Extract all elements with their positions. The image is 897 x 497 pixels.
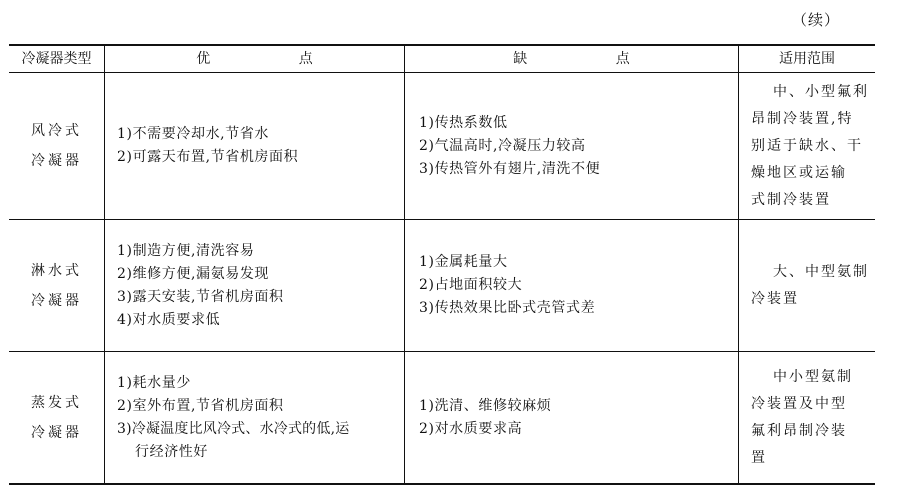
advantage-item: 2)维修方便,漏氨易发现 bbox=[117, 265, 270, 282]
advantage-item: 2)可露天布置,节省机房面积 bbox=[117, 149, 299, 165]
advantage-item: 行经济性好 bbox=[135, 443, 208, 460]
scope-line: 置 bbox=[751, 449, 767, 466]
scope-line: 冷装置及中型 bbox=[751, 395, 847, 412]
row-3-disadvantages bbox=[405, 352, 738, 483]
type-line: 淋水式 bbox=[31, 262, 82, 279]
row-2-scope bbox=[739, 220, 875, 351]
row-1-advantages bbox=[105, 73, 404, 219]
scope-line: 中、小型氟利 bbox=[773, 83, 869, 100]
header-type-label: 冷凝器类型 bbox=[21, 50, 92, 67]
row-3-type bbox=[9, 352, 104, 483]
type-line: 冷凝器 bbox=[31, 153, 82, 169]
scope-line: 大、中型氨制 bbox=[773, 263, 869, 280]
continued-mark: （续） bbox=[792, 11, 841, 29]
header-scope-label: 适用范围 bbox=[779, 50, 835, 67]
type-line: 风冷式 bbox=[31, 123, 82, 139]
advantage-item: 3)冷凝温度比风冷式、水冷式的低,运 bbox=[117, 420, 350, 437]
advantage-item: 3)露天安装,节省机房面积 bbox=[117, 288, 284, 305]
row-1-scope bbox=[739, 73, 875, 219]
header-disadvantages bbox=[405, 46, 738, 72]
type-line: 冷凝器 bbox=[31, 424, 82, 441]
row-1-type bbox=[9, 73, 104, 219]
disadvantage-item: 1)金属耗量大 bbox=[419, 254, 508, 270]
scope-line: 中小型氨制 bbox=[773, 368, 853, 385]
advantage-item: 1)制造方便,清洗容易 bbox=[117, 242, 255, 259]
type-line: 冷凝器 bbox=[31, 292, 82, 309]
row-2-type bbox=[9, 220, 104, 351]
row-1-disadvantages bbox=[405, 73, 738, 219]
header-type bbox=[9, 46, 104, 72]
advantage-item: 2)室外布置,节省机房面积 bbox=[117, 397, 284, 414]
disadvantage-item: 2)占地面积较大 bbox=[419, 277, 523, 293]
scope-line: 别适于缺水、干 bbox=[751, 137, 863, 154]
row-2-disadvantages bbox=[405, 220, 738, 351]
scope-line: 氟利昂制冷装 bbox=[751, 422, 847, 439]
scope-line: 式制冷装置 bbox=[751, 191, 831, 208]
row-2-advantages bbox=[105, 220, 404, 351]
condenser-comparison-table bbox=[9, 44, 875, 485]
header-scope bbox=[739, 46, 875, 72]
row-3-scope bbox=[739, 352, 875, 483]
disadvantage-item: 1)传热系数低 bbox=[419, 114, 508, 131]
scope-line: 燥地区或运输 bbox=[751, 164, 847, 181]
header-advantages-label: 优 点 bbox=[196, 50, 355, 67]
disadvantage-item: 2)对水质要求高 bbox=[419, 420, 523, 437]
scope-line: 冷装置 bbox=[751, 290, 799, 307]
header-disadvantages-label: 缺 点 bbox=[513, 50, 672, 67]
advantage-item: 1)不需要冷却水,节省水 bbox=[117, 126, 270, 142]
advantage-item: 1)耗水量少 bbox=[117, 374, 191, 391]
disadvantage-item: 1)洗清、维修较麻烦 bbox=[419, 397, 552, 414]
scope-line: 昂制冷装置,特 bbox=[751, 110, 854, 127]
type-line: 蒸发式 bbox=[31, 394, 82, 411]
advantage-item: 4)对水质要求低 bbox=[117, 311, 221, 328]
disadvantage-item: 3)传热管外有翅片,清洗不便 bbox=[419, 160, 601, 177]
disadvantage-item: 2)气温高时,冷凝压力较高 bbox=[419, 137, 586, 154]
disadvantage-item: 3)传热效果比卧式壳管式差 bbox=[419, 300, 596, 316]
header-advantages bbox=[105, 46, 404, 72]
row-3-advantages bbox=[105, 352, 404, 483]
table-bottom-rule bbox=[9, 483, 875, 485]
